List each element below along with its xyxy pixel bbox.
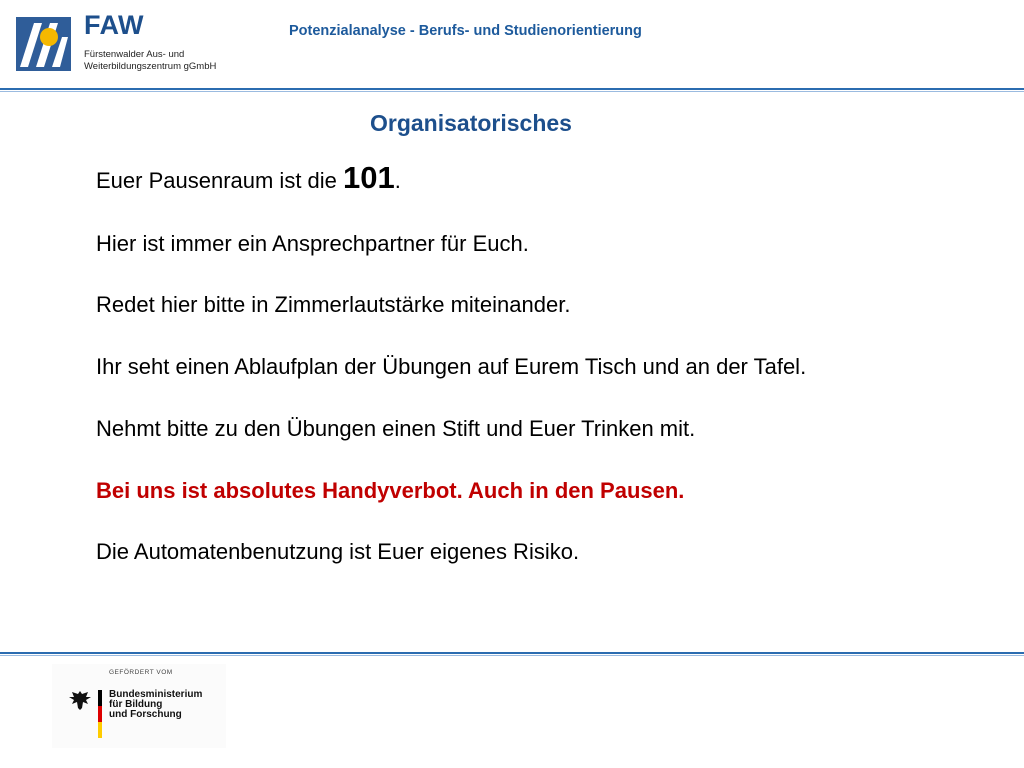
header-title: Potenzialanalyse - Berufs- und Studienorientierung <box>289 23 642 39</box>
room-number: 101 <box>343 160 395 195</box>
text-line-ablaufplan: Ihr seht einen Ablaufplan der Übungen auf Eurem Tisch und an der Tafel. <box>96 354 807 379</box>
federal-eagle-icon <box>68 689 92 711</box>
text-line-automaten: Die Automatenbenutzung ist Euer eigenes Risiko. <box>96 539 580 564</box>
text-line-zimmerlautstaerke: Redet hier bitte in Zimmerlautstärke miteinander. <box>96 292 571 317</box>
footer-divider-thin <box>0 655 1024 656</box>
header-divider-thin <box>0 91 1024 92</box>
ministry-line3: und Forschung <box>109 709 182 720</box>
text-line-stift-trinken: Nehmt bitte zu den Übungen einen Stift und Euer Trinken mit. <box>96 416 696 441</box>
org-name-line1: Fürstenwalder Aus- und <box>84 49 185 60</box>
ministry-line2: für Bildung <box>109 699 163 710</box>
org-name-line2: Weiterbildungszentrum gGmbH <box>84 61 217 72</box>
footer-divider <box>0 652 1024 654</box>
header-divider <box>0 88 1024 90</box>
flag-stripe-black <box>98 690 102 706</box>
flag-stripe-gold <box>98 722 102 738</box>
faw-logo-text: FAW <box>84 10 144 40</box>
pausenraum-suffix: . <box>394 168 401 193</box>
text-line-ansprechpartner: Hier ist immer ein Ansprechpartner für Euch. <box>96 231 529 256</box>
text-line-handyverbot-warning: Bei uns ist absolutes Handyverbot. Auch in den Pausen. <box>96 478 685 503</box>
faw-logo-icon <box>16 17 71 71</box>
pausenraum-prefix: Euer Pausenraum ist die <box>96 168 344 193</box>
flag-stripe-red <box>98 706 102 722</box>
text-line-pausenraum <box>96 160 401 196</box>
funded-by-label: GEFÖRDERT VOM <box>109 669 173 676</box>
slide-title: Organisatorisches <box>370 110 572 136</box>
ministry-line1: Bundesministerium <box>109 689 203 700</box>
